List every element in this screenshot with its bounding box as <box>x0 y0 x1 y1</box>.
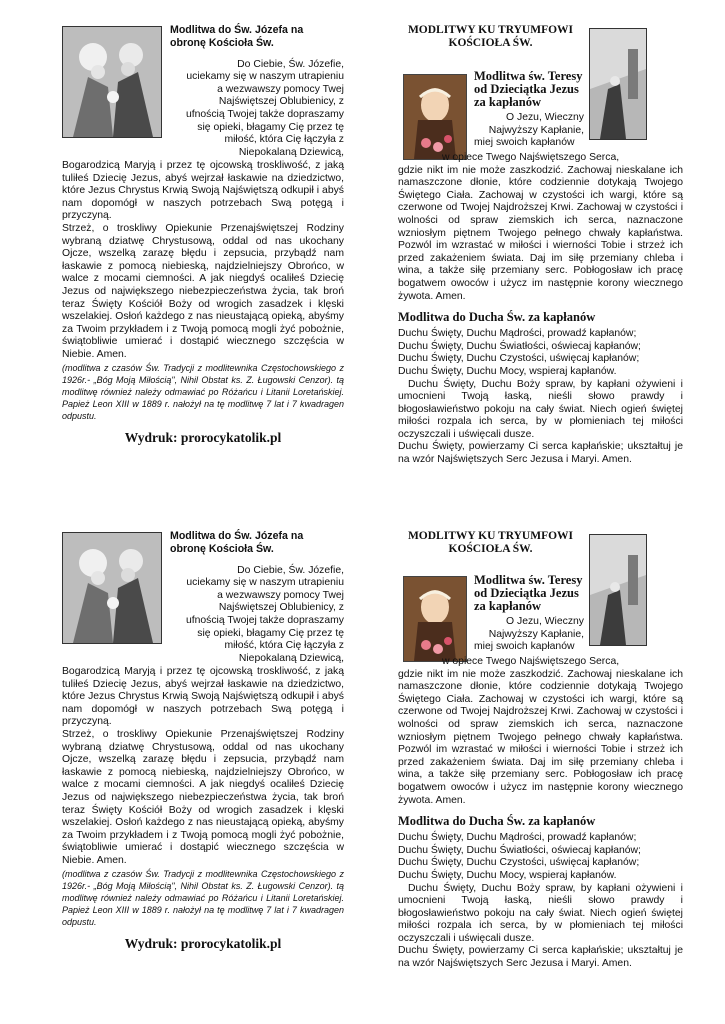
right-card-bottom <box>398 530 683 970</box>
prayer-line: się opieki, błagamy Cię przez tę <box>197 627 344 639</box>
spirit-prayer-end: Duchu Święty, powierzamy Ci serca kapłańskie; ukształtuj je na wzór Najświętszych Serc Jezusa i Maryi. Amen. <box>398 441 683 466</box>
joseph-prayer-title: Modlitwa do Św. Józefa na obronę Kościoła Św. <box>170 530 304 555</box>
st-joseph-holy-family-image <box>62 26 162 138</box>
st-joseph-holy-family-image <box>62 532 162 644</box>
right-card-top <box>398 24 683 466</box>
prayer-line: miej swoich kapłanów <box>474 641 575 653</box>
prayer-line: uciekamy się w naszym utrapieniu <box>186 71 344 83</box>
teresa-prayer-title: Modlitwa św. Teresy od Dzieciątka Jezus za kapłanów <box>474 573 583 613</box>
prayer-line: się opieki, błagamy Cię przez tę <box>197 121 344 133</box>
prayer-body-2: Strzeż, o troskliwy Opiekunie Przenajświętszej Rodziny wybraną dziatwę Chrystusową, oddal od nas ukochany Ojcze, wszelką zarazę błędu i zepsucia, przybądź nam łaskawie z pomocą niebieską, najdzielniejszy Obrońco, w walce z mocami ciemności. A jak niegdyś ocaliłeś Dziecię Jezus od największego niebezpieczeństwa życia, tak broń teraz Święty Kościół Boży od wrogich zasadzek i klęski wszelakiej. Osłoń każdego z nas nieustającą opieką, abyśmy za Twoim przykładem i z Twoją pomocą mogli żyć pobożnie, świątobliwie umierać i dostąpić wiecznego szczęścia w Niebie. Amen. <box>62 222 344 360</box>
spirit-line: Duchu Święty, Duchu Mądrości, prowadź kapłanów; <box>398 832 637 844</box>
prayer-line: ufnością Twojej także dopraszamy <box>185 108 344 120</box>
joseph-prayer-title: Modlitwa do Św. Józefa na obronę Kościoła Św. <box>170 24 304 49</box>
prayer-line: uciekamy się w naszym utrapieniu <box>186 577 344 589</box>
prayer-note: (modlitwa z czasów Św. Tradycji z modlitewnika Częstochowskiego z 1926r.- „Bóg Moją Miłością", Nihil Obstat ks. Z. Ługowski Cenzor). tą modlitwę również należy odmawiać po Różańcu i Litanii Loretańskiej. Papież Leon XIII w 1889 r. nałożył na tę modlitwę 7 lat i 7 kwadragen odpustu. <box>62 362 344 421</box>
prayer-line: Najświętszej Oblubienicy, z <box>218 602 344 614</box>
st-therese-image <box>403 74 467 160</box>
prayer-line: Niepokalaną Dziewicą, <box>238 652 344 664</box>
spirit-line: Duchu Święty, Duchu Światłości, oświecaj kapłanów; <box>398 844 641 856</box>
prayer-line: ufnością Twojej także dopraszamy <box>185 614 344 626</box>
left-card-bottom <box>62 528 344 950</box>
card-header: MODLITWY KU TRYUMFOWI KOŚCIOŁA ŚW. <box>407 530 574 555</box>
spirit-prayer-body: Duchu Święty, Duchu Boży spraw, by kapłani ożywieni i umocnieni Twoją łaską, nieśli słowo prawdy i błogosławieństwo pokoju na cały świat. Niech ogień świętej miłości rozpala ich serca, by w płomieniach tej miłości oczyszczali i uświęcali dusze. <box>398 378 683 440</box>
spirit-line: Duchu Święty, Duchu Mądrości, prowadź kapłanów; <box>398 328 637 340</box>
prayer-line: Do Ciebie, Św. Józefie, <box>237 58 344 70</box>
prayer-line: Najwyższy Kapłanie, <box>488 628 584 640</box>
footer-source: Wydruk: prorocykatolik.pl <box>124 429 282 445</box>
prayer-line: miłość, która Cię łączyła z <box>224 640 344 652</box>
prayer-line: O Jezu, Wieczny <box>506 616 584 627</box>
priest-scene-image <box>589 28 647 140</box>
st-therese-image <box>403 576 467 662</box>
prayer-line: w opiece Twego Najświętszego Serca, <box>442 656 620 667</box>
prayer-body: Bogarodzicą Maryją i przez tę ojcowską troskliwość, z jaką tuliłeś Dziecię Jezus, abyś wejrzał łaskawie na dziedzictwo, które Jezus Chrystus Krwią Swoją Najświętszą odkupił i abyś nam dopomógł w naszych potrzebach Swą potęgą i przyczyną. <box>62 666 344 728</box>
spirit-prayer-title: Modlitwa do Ducha Św. za kapłanów <box>398 310 596 325</box>
prayer-line: miej swoich kapłanów <box>474 137 575 149</box>
spirit-prayer-body: Duchu Święty, Duchu Boży spraw, by kapłani ożywieni i umocnieni Twoją łaską, nieśli słowo prawdy i błogosławieństwo pokoju na cały świat. Niech ogień świętej miłości rozpala ich serca, by w płomieniach tej miłości oczyszczali i uświęcali dusze. <box>398 882 683 944</box>
card-header: MODLITWY KU TRYUMFOWI KOŚCIOŁA ŚW. <box>407 24 574 49</box>
teresa-prayer-body: gdzie nikt im nie może zaszkodzić. Zachowaj nieskalane ich namaszczone dłonie, które codziennie dotykają Twojego Świętego Ciała. Zachowaj w czystości ich wargi, które są czerwone od Twojej Najdroższej Krwi. Zachowaj w czystości i wolności od spraw ziemskich ich serca, naznaczone wzniosłym piętnem Twojego pełnego chwały kapłaństwa. Pozwól im wzrastać w miłości i wierności Tobie i strzeż ich przed zakażeniem świata. Daj im siłę przemiany chleba i wina, a także siłę przemiany serc. Pobłogosław ich pracę bogatwem owoców i użycz im następnie korony wiecznego żywota. Amen. <box>398 668 683 806</box>
priest-scene-image <box>589 534 647 646</box>
prayer-line: Najwyższy Kapłanie, <box>488 124 584 136</box>
spirit-line: Duchu Święty, Duchu Czystości, uświęcaj kapłanów; <box>398 857 640 869</box>
prayer-body-2: Strzeż, o troskliwy Opiekunie Przenajświętszej Rodziny wybraną dziatwę Chrystusową, oddal od nas ukochany Ojcze, wszelką zarazę błędu i zepsucia, przybądź nam łaskawie z pomocą niebieską, najdzielniejszy Obrońco, w walce z mocami ciemności. A jak niegdyś ocaliłeś Dziecię Jezus od największego niebezpieczeństwa życia, tak broń teraz Święty Kościół Boży od wrogich zasadzek i klęski wszelakiej. Osłoń każdego z nas nieustającą opieką, abyśmy za Twoim przykładem i z Twoją pomocą mogli żyć pobożnie, świątobliwie umierać i dostąpić wiecznego szczęścia w Niebie. Amen. <box>62 728 344 866</box>
left-card-top <box>62 22 344 444</box>
prayer-note: (modlitwa z czasów Św. Tradycji z modlitewnika Częstochowskiego z 1926r.- „Bóg Moją Miłością", Nihil Obstat ks. Z. Ługowski Cenzor). tą modlitwę również należy odmawiać po Różańcu i Litanii Loretańskiej. Papież Leon XIII w 1889 r. nałożył na tę modlitwę 7 lat i 7 kwadragen odpustu. <box>62 868 344 927</box>
prayer-line: a wezwawszy pomocy Twej <box>217 83 344 95</box>
spirit-line: Duchu Święty, Duchu Światłości, oświecaj kapłanów; <box>398 340 641 352</box>
prayer-line: miłość, która Cię łączyła z <box>224 134 344 146</box>
teresa-prayer-title: Modlitwa św. Teresy od Dzieciątka Jezus za kapłanów <box>474 69 583 109</box>
spirit-line: Duchu Święty, Duchu Mocy, wspieraj kapłanów. <box>398 365 617 377</box>
prayer-body: Bogarodzicą Maryją i przez tę ojcowską troskliwość, z jaką tuliłeś Dziecię Jezus, abyś wejrzał łaskawie na dziedzictwo, które Jezus Chrystus Krwią Swoją Najświętszą odkupił i abyś nam dopomógł w naszych potrzebach Swą potęgą i przyczyną. <box>62 160 344 222</box>
prayer-line: Najświętszej Oblubienicy, z <box>218 96 344 108</box>
spirit-line: Duchu Święty, Duchu Czystości, uświęcaj kapłanów; <box>398 353 640 365</box>
spirit-line: Duchu Święty, Duchu Mocy, wspieraj kapłanów. <box>398 869 617 881</box>
prayer-line: O Jezu, Wieczny <box>506 112 584 123</box>
prayer-line: Niepokalaną Dziewicą, <box>238 146 344 158</box>
prayer-line: a wezwawszy pomocy Twej <box>217 589 344 601</box>
prayer-line: Do Ciebie, Św. Józefie, <box>237 564 344 576</box>
footer-source: Wydruk: prorocykatolik.pl <box>124 935 282 951</box>
spirit-prayer-end: Duchu Święty, powierzamy Ci serca kapłańskie; ukształtuj je na wzór Najświętszych Serc Jezusa i Maryi. Amen. <box>398 945 683 970</box>
teresa-prayer-body: gdzie nikt im nie może zaszkodzić. Zachowaj nieskalane ich namaszczone dłonie, które codziennie dotykają Twojego Świętego Ciała. Zachowaj w czystości ich wargi, które są czerwone od Twojej Najdroższej Krwi. Zachowaj w czystości i wolności od spraw ziemskich ich serca, naznaczone wzniosłym piętnem Twojego pełnego chwały kapłaństwa. Pozwól im wzrastać w miłości i wierności Tobie i strzeż ich przed zakażeniem świata. Daj im siłę przemiany chleba i wina, a także siłę przemiany serc. Pobłogosław ich pracę bogatwem owoców i użycz im następnie korony wiecznego żywota. Amen. <box>398 164 683 302</box>
prayer-line: w opiece Twego Najświętszego Serca, <box>442 152 620 163</box>
spirit-prayer-title: Modlitwa do Ducha Św. za kapłanów <box>398 814 596 829</box>
